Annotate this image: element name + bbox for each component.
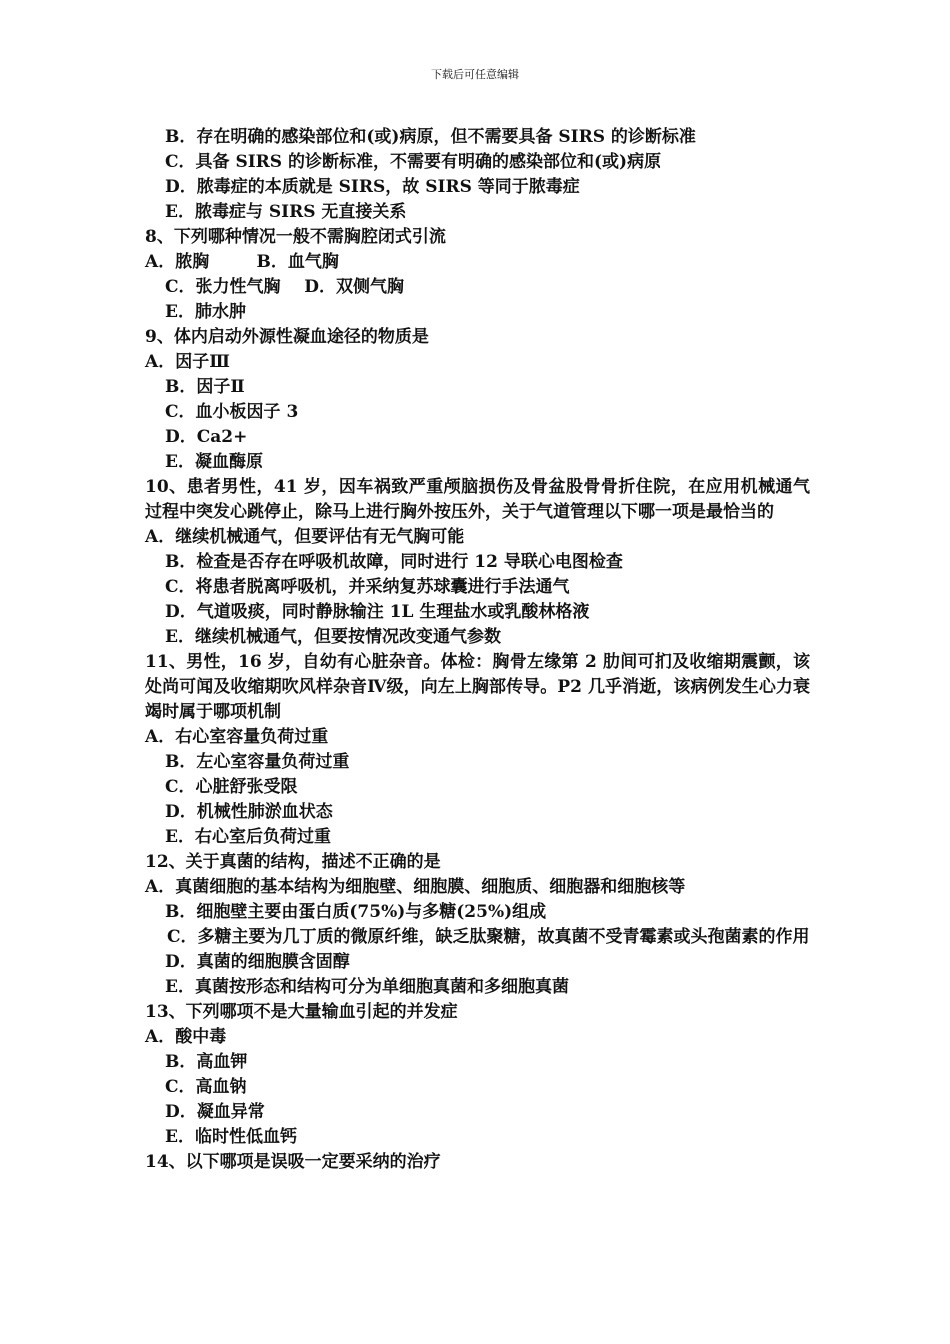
option-line: A．脓胸 B．血气胸 (145, 252, 339, 272)
option-line: E．继续机械通气，但要按情况改变通气参数 (165, 627, 501, 647)
option-line: C．高血钠 (165, 1077, 247, 1097)
option-line: E．凝血酶原 (165, 452, 263, 472)
option-line: D．凝血异常 (165, 1102, 265, 1122)
option-line: B．存在明确的感染部位和(或)病原，但不需要具备 SIRS 的诊断标准 (165, 127, 696, 147)
page-header: 下载后可任意编辑 (431, 68, 519, 81)
option-line: B．细胞壁主要由蛋白质(75%)与多糖(25%)组成 (165, 902, 547, 922)
question-line: 13、下列哪项不是大量输血引起的并发症 (145, 1002, 458, 1022)
option-line: D．气道吸痰，同时静脉输注 1L 生理盐水或乳酸林格液 (165, 602, 590, 622)
question-line: 12、关于真菌的结构，描述不正确的是 (145, 852, 441, 872)
option-line: A．继续机械通气，但要评估有无气胸可能 (145, 527, 465, 547)
option-line: A．真菌细胞的基本结构为细胞壁、细胞膜、细胞质、细胞器和细胞核等 (145, 877, 686, 897)
option-line: E．临时性低血钙 (165, 1127, 297, 1147)
question-line: 10、患者男性，41 岁，因车祸致严重颅脑损伤及骨盆股骨骨折住院，在应用机械通气过程中突发心跳停止，除马上进行胸外按压外，关于气道管理以下哪一项是最恰当的 (145, 477, 810, 522)
document-body (145, 125, 810, 1175)
question-line: 9、体内启动外源性凝血途径的物质是 (145, 327, 429, 347)
option-line: D．真菌的细胞膜含固醇 (165, 952, 350, 972)
option-line: B．因子Ⅱ (165, 377, 245, 397)
option-line: A．酸中毒 (145, 1027, 227, 1047)
option-line: C．将患者脱离呼吸机，并采纳复苏球囊进行手法通气 (165, 577, 570, 597)
question-line: 11、男性，16 岁，自幼有心脏杂音。体检：胸骨左缘第 2 肋间可扪及收缩期震颤，该处尚可闻及收缩期吹风样杂音Ⅳ级，向左上胸部传导。P2 几乎消逝，该病例发生心力衰竭时属于哪项机制 (145, 652, 810, 722)
option-line: C．具备 SIRS 的诊断标准，不需要有明确的感染部位和(或)病原 (165, 152, 662, 172)
option-line: B．高血钾 (165, 1052, 248, 1072)
option-line: C．血小板因子 3 (165, 402, 299, 422)
option-line: B．检查是否存在呼吸机故障，同时进行 12 导联心电图检查 (165, 552, 623, 572)
option-line: E．脓毒症与 SIRS 无直接关系 (165, 202, 407, 222)
option-line: E．右心室后负荷过重 (165, 827, 331, 847)
option-line: C．多糖主要为几丁质的微原纤维，缺乏肽聚糖，故真菌不受青霉素或头孢菌素的作用 (167, 927, 810, 947)
option-line: A．因子Ⅲ (145, 352, 230, 372)
option-line: D．机械性肺淤血状态 (165, 802, 333, 822)
option-line: C．心脏舒张受限 (165, 777, 298, 797)
option-line: B．左心室容量负荷过重 (165, 752, 350, 772)
option-line: E．真菌按形态和结构可分为单细胞真菌和多细胞真菌 (165, 977, 569, 997)
option-line: E．肺水肿 (165, 302, 246, 322)
question-line: 8、下列哪种情况一般不需胸腔闭式引流 (145, 227, 446, 247)
option-line: D．脓毒症的本质就是 SIRS，故 SIRS 等同于脓毒症 (165, 177, 580, 197)
option-line: D．Ca2+ (165, 427, 248, 447)
question-line: 14、以下哪项是误吸一定要采纳的治疗 (145, 1152, 441, 1172)
option-line: A．右心室容量负荷过重 (145, 727, 329, 747)
option-line: C．张力性气胸 D．双侧气胸 (165, 277, 404, 297)
